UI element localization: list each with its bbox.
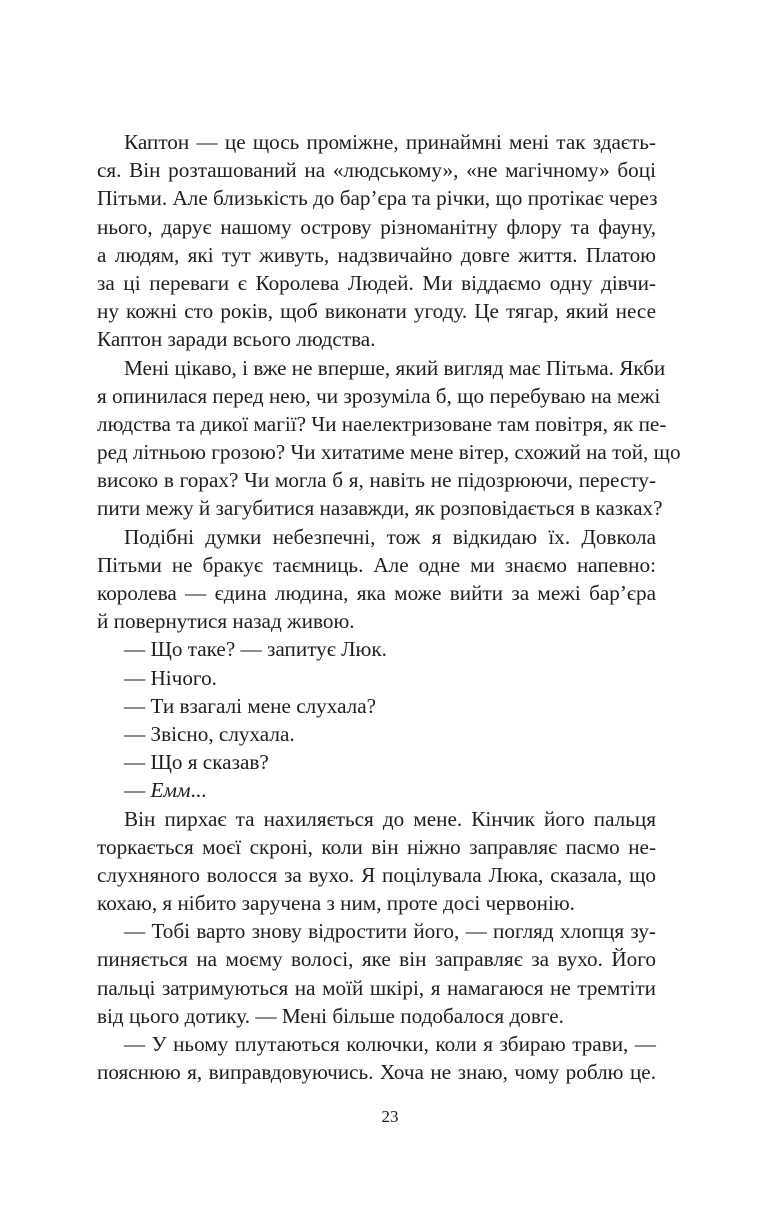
text-line: Подібні думки небезпечні, тож я відкидаю їх. Довкола xyxy=(124,524,656,549)
text-line: кохаю, я нібито заручена з ним, проте досі червонію. xyxy=(97,891,575,916)
text-line: Каптон — це щось проміжне, принаймні мені так здаєть- xyxy=(124,130,656,154)
book-page-text xyxy=(97,128,681,1086)
dialogue-line: — Що я сказав? xyxy=(124,750,269,775)
text-line: ред літньою грозою? Чи хитатиме мене вітер, схожий на той, що xyxy=(97,440,681,465)
text-line: Пітьми не бракує таємниць. Але одне ми знаємо напевно: xyxy=(97,552,656,577)
text-line: Пітьми. Але близькість до бар’єра та річки, що протікає через xyxy=(97,186,658,211)
dialogue-line: — Ти взагалі мене слухала? xyxy=(124,693,377,718)
dialogue-line xyxy=(97,776,656,804)
ellipsis: ... xyxy=(190,778,207,803)
page-number: 23 xyxy=(381,1107,399,1126)
dialogue-line: — Що таке? — запитує Люк. xyxy=(124,637,387,662)
text-line: людства та дикої магії? Чи наелектризоване там повітря, як пе- xyxy=(97,411,667,436)
text-line: Він пирхає та нахиляється до мене. Кінчик його пальця xyxy=(124,806,656,831)
text-line: а людям, які тут живуть, надзвичайно довге життя. Платою xyxy=(97,242,656,267)
text-line: за ці переваги є Королева Людей. Ми віддаємо одну дівчи- xyxy=(97,270,656,295)
text-line: слухняного волосся за вухо. Я поцілувала Люка, сказала, що xyxy=(97,862,656,887)
text-line: пояснюю я, виправдовуючись. Хоча не знаю, чому роблю це. xyxy=(97,1060,656,1085)
text-line: я опинилася перед нею, чи зрозуміла б, що перебуваю на межі xyxy=(97,383,661,408)
text-line: високо в горах? Чи могла б я, навіть не підозрюючи, пересту- xyxy=(97,468,656,493)
text-line: від цього дотику. — Мені більше подобалося довге. xyxy=(97,1003,564,1028)
text-line: пиняється на моєму волосі, яке він заправляє за вухо. Його xyxy=(97,947,656,972)
text-line: — Тобі варто знову відростити його, — погляд хлопця зу- xyxy=(124,919,656,944)
text-line: — У ньому плутаються колючки, коли я збираю трави, — xyxy=(124,1032,656,1056)
dialogue-line: — Звісно, слухала. xyxy=(124,721,295,746)
dialogue-dash: — xyxy=(124,778,151,803)
text-line: й повернутися назад живою. xyxy=(97,609,355,634)
text-line: Каптон заради всього людства. xyxy=(97,327,376,352)
text-line: нього, дарує нашому острову різноманітну флору та фауну, xyxy=(97,214,656,239)
text-line: пити межу й загубитися назавжди, як розповідається в казках? xyxy=(97,496,663,521)
dialogue-line: — Нічого. xyxy=(124,665,217,690)
text-line: пальці затримуються на моїй шкірі, я намагаюся не тремтіти xyxy=(97,975,656,1000)
italic-hesitation: Емм xyxy=(150,778,191,803)
text-line: королева — єдина людина, яка може вийти за межі бар’єра xyxy=(97,581,656,605)
text-line: ся. Він розташований на «людському», «не магічному» боці xyxy=(97,158,656,183)
text-line: торкається моєї скроні, коли він ніжно заправляє пасмо не- xyxy=(97,834,656,859)
text-line: ну кожні сто років, щоб виконати угоду. Це тягар, який несе xyxy=(97,299,656,324)
text-line: Мені цікаво, і вже не вперше, який вигляд має Пітьма. Якби xyxy=(124,355,666,380)
